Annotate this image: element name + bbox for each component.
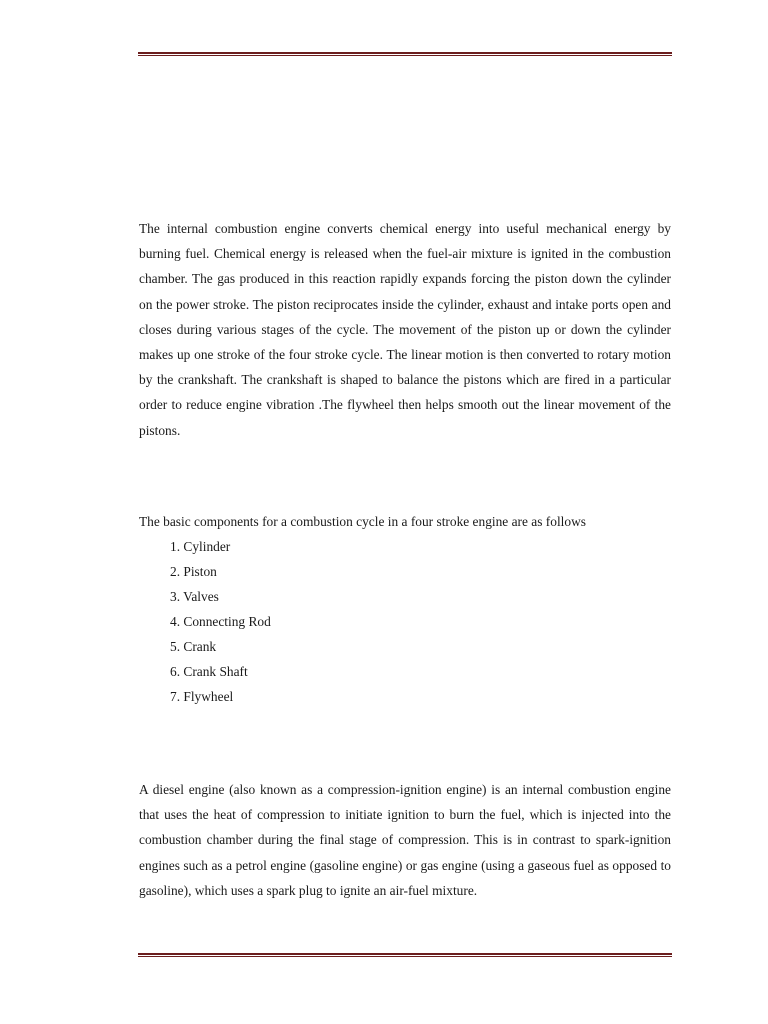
paragraph-diesel-engine: A diesel engine (also known as a compression-ignition engine) is an internal combustion engine that uses the heat of compression to initiate ignition to burn the fuel, which is injected into the combustion chamber during the final stage of compression. This is in contrast to spark-ignition engines such as a petrol engine (gasoline engine) or gas engine (using a gaseous fuel as opposed to gasoline), which uses a spark plug to ignite an air-fuel mixture. <box>139 782 671 898</box>
list-item: 3. Valves <box>170 589 219 604</box>
paragraph-combustion-engine: The internal combustion engine converts chemical energy into useful mechanical energy by burning fuel. Chemical energy is released when the fuel-air mixture is ignited in the combustion chamber. The gas produced in this reaction rapidly expands forcing the piston down the cylinder on the power stroke. The piston reciprocates inside the cylinder, exhaust and intake ports open and closes during various stages of the cycle. The movement of the piston up or down the cylinder makes up one stroke of the four stroke cycle. The linear motion is then converted to rotary motion by the crankshaft. The crankshaft is shaped to balance the pistons which are fired in a particular order to reduce engine vibration .The flywheel then helps smooth out the linear movement of the pistons. <box>139 221 671 438</box>
paragraph-components-intro: The basic components for a combustion cycle in a four stroke engine are as follows <box>139 514 586 529</box>
footer-rule <box>138 953 672 957</box>
list-item: 4. Connecting Rod <box>170 614 271 629</box>
components-list <box>170 534 271 709</box>
list-item: 5. Crank <box>170 639 217 654</box>
list-item: 7. Flywheel <box>170 689 234 704</box>
header-rule <box>138 52 672 56</box>
list-item: 6. Crank Shaft <box>170 664 248 679</box>
list-item: 2. Piston <box>170 564 217 579</box>
list-item: 1. Cylinder <box>170 539 231 554</box>
